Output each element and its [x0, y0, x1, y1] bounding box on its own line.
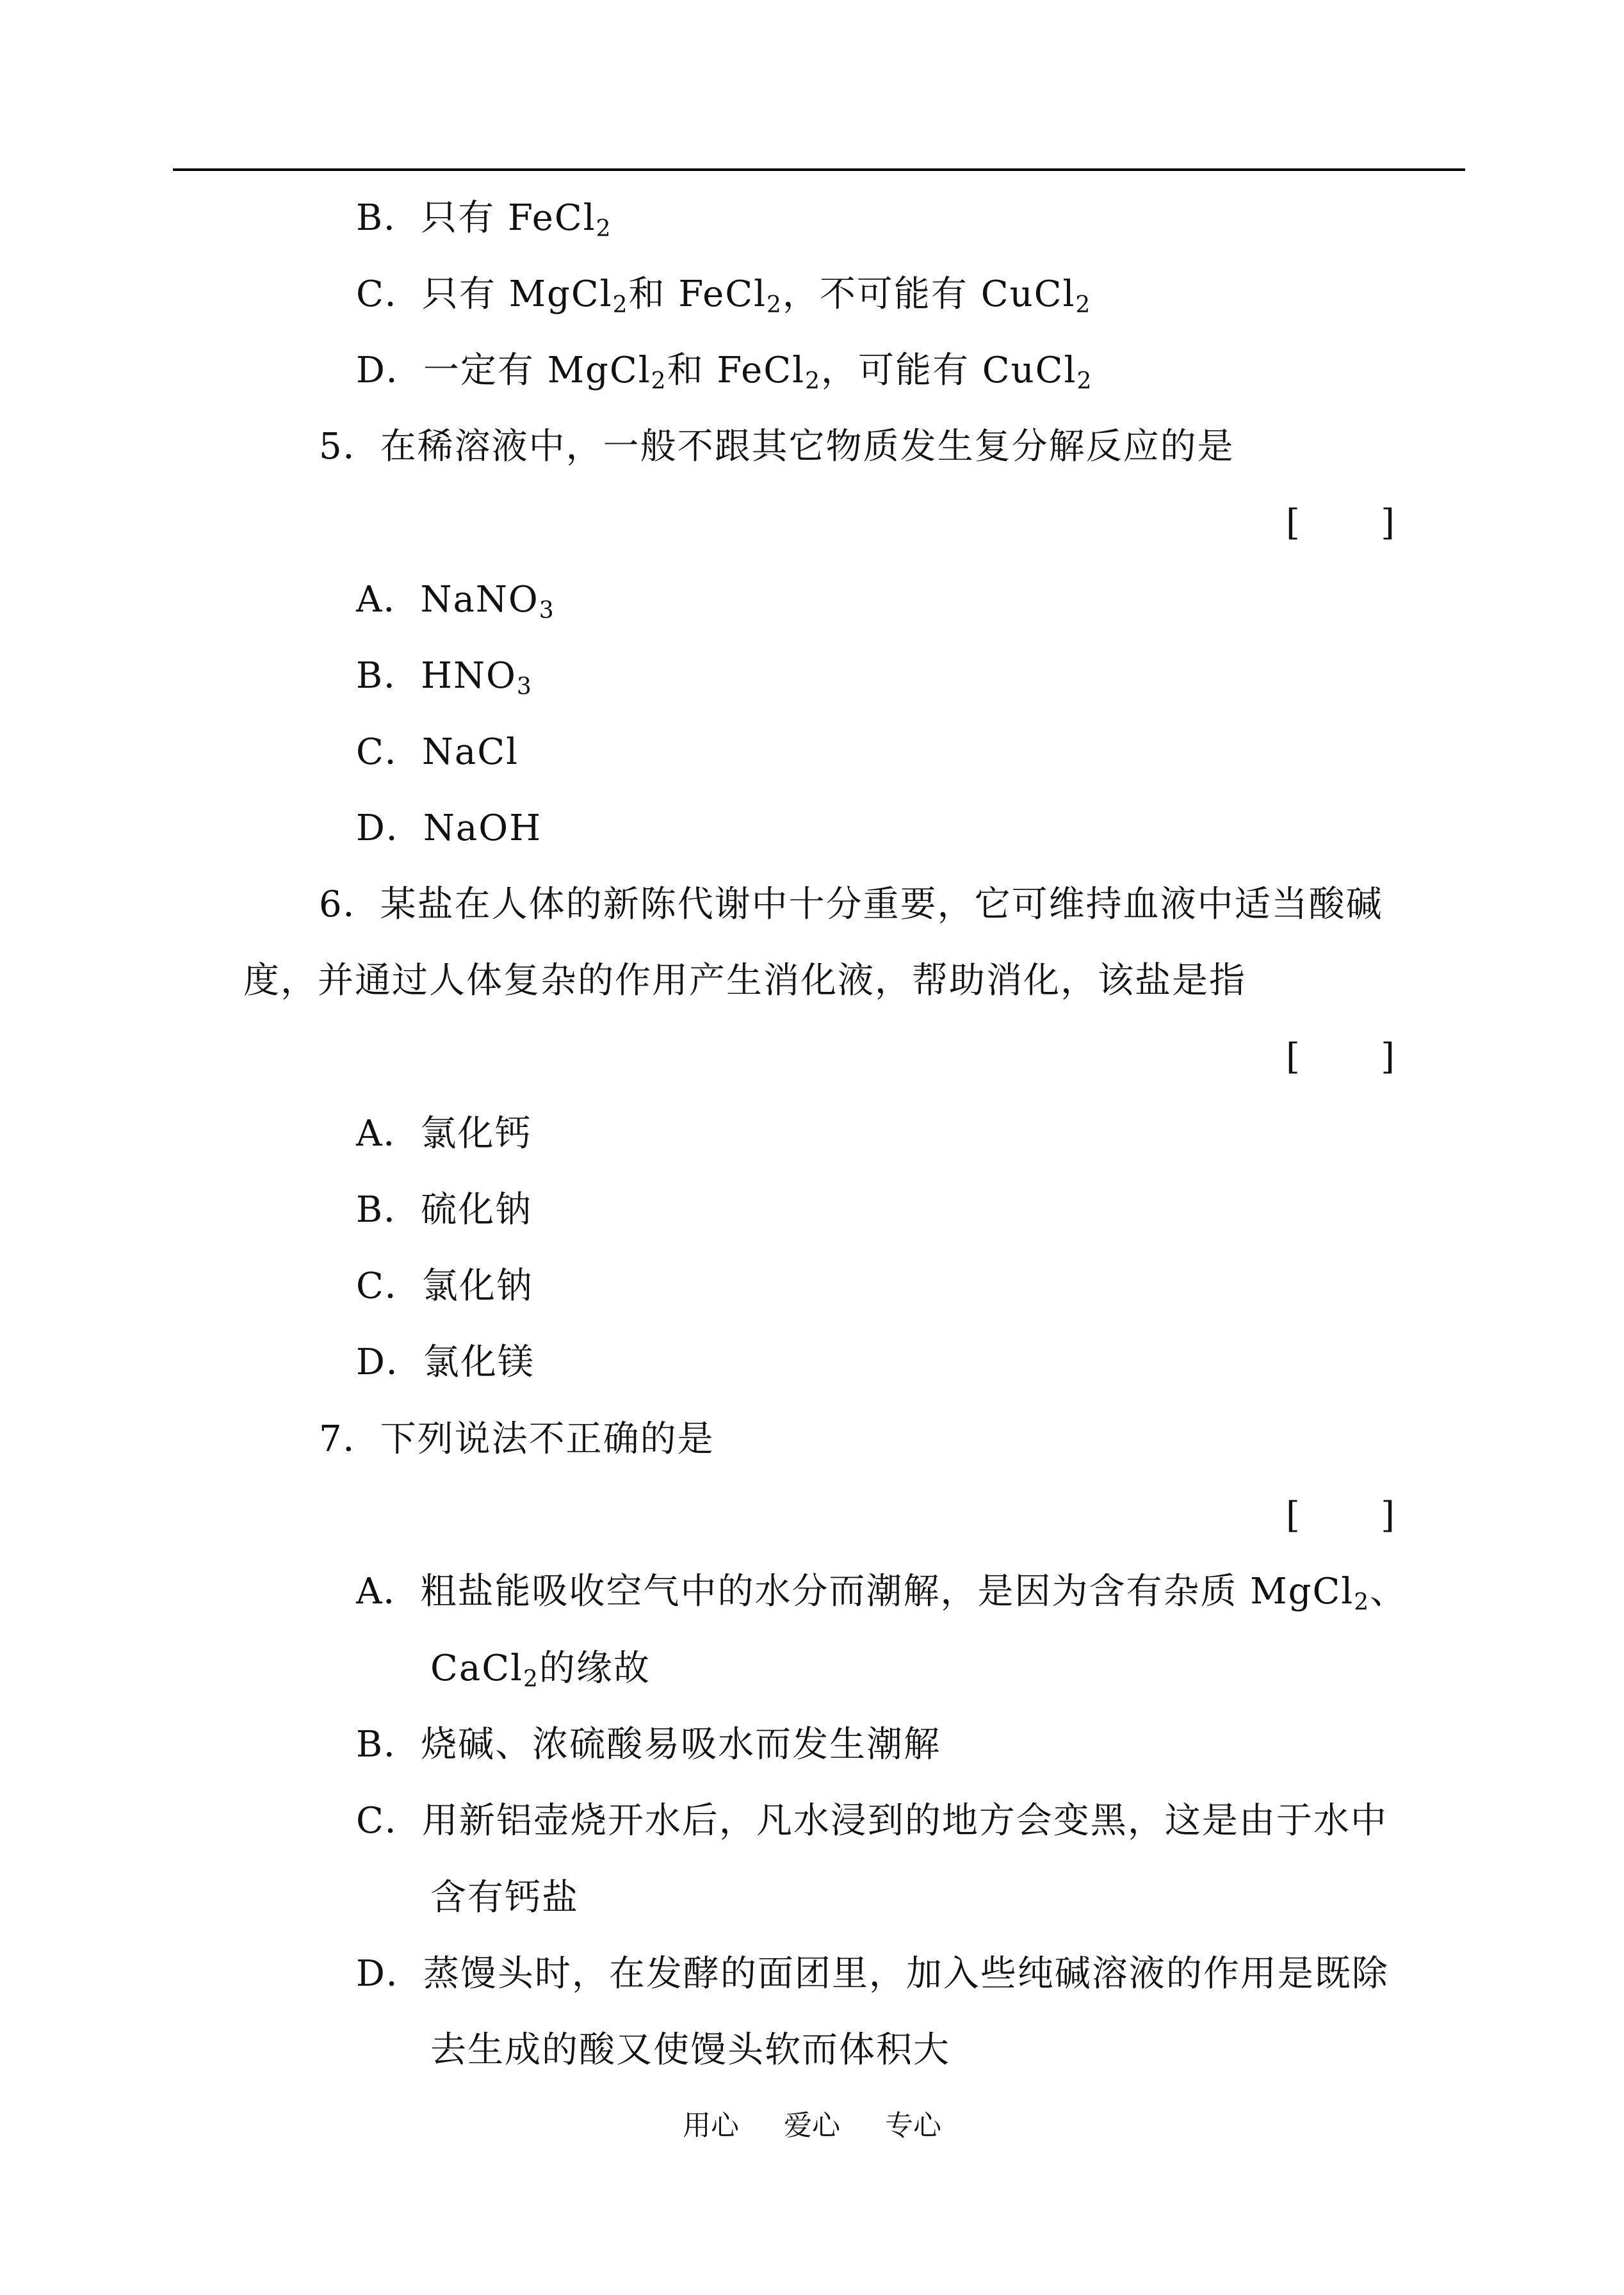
option-label: C． — [356, 273, 422, 315]
page-footer — [0, 2107, 1624, 2145]
option-label: B． — [356, 1724, 421, 1765]
text-run: ，可能有 CuCl — [820, 350, 1077, 391]
q7-option-a-line2 — [430, 1646, 651, 1692]
text-run: 一定有 MgCl — [423, 350, 651, 391]
text-run: 氯化钙 — [420, 1113, 532, 1155]
q5-option-c — [356, 729, 519, 775]
q5-option-b — [356, 653, 533, 699]
q5-answer-bracket — [1286, 500, 1395, 546]
option-label: B． — [356, 655, 421, 697]
option-label: C． — [356, 1265, 422, 1307]
q4-option-d — [356, 348, 1092, 394]
bracket-close: ] — [1381, 502, 1395, 544]
text-run: NaNO — [420, 579, 539, 620]
q7-option-a-line1 — [356, 1569, 1407, 1615]
text-run: HNO — [421, 655, 517, 697]
bracket-close: ] — [1381, 1036, 1395, 1078]
header-rule — [173, 168, 1465, 171]
subscript: 3 — [539, 597, 555, 624]
subscript: 2 — [767, 292, 783, 318]
q6-answer-bracket — [1286, 1034, 1395, 1080]
text-run: 硫化钠 — [421, 1189, 533, 1231]
bracket-close: ] — [1381, 1495, 1395, 1536]
q6-option-b — [356, 1187, 532, 1233]
subscript: 2 — [523, 1666, 539, 1692]
option-label: D． — [356, 1953, 423, 1995]
footer-motto-3: 专心 — [885, 2109, 941, 2142]
option-label: D． — [356, 1342, 423, 1383]
text-run: CaCl — [430, 1648, 523, 1689]
q7-option-c-line1 — [356, 1798, 1388, 1844]
subscript: 2 — [651, 368, 667, 394]
option-label: B． — [356, 1189, 421, 1231]
text-run: 、 — [1370, 1571, 1408, 1612]
option-label: D． — [356, 350, 423, 391]
bracket-open: [ — [1286, 502, 1300, 544]
text-run: 和 FeCl — [667, 350, 806, 391]
option-label: C． — [356, 1800, 422, 1842]
subscript: 2 — [1076, 368, 1093, 394]
q7-stem: 7．下列说法不正确的是 — [319, 1418, 715, 1460]
option-label: D． — [356, 807, 423, 849]
subscript: 3 — [516, 674, 533, 700]
q4-option-b — [356, 195, 612, 241]
option-label: A． — [356, 1571, 421, 1612]
subscript: 2 — [612, 292, 629, 318]
text-run: 粗盐能吸收空气中的水分而潮解，是因为含有杂质 MgCl — [420, 1571, 1354, 1612]
subscript: 2 — [805, 368, 821, 394]
text-run: 去生成的酸又使馒头软而体积大 — [430, 2029, 950, 2071]
subscript: 2 — [1354, 1589, 1370, 1616]
q5-option-a — [356, 577, 555, 623]
text-run: 只有 FeCl — [421, 197, 596, 239]
text-run: 只有 MgCl — [421, 273, 613, 315]
q6-stem-line1: 6．某盐在人体的新陈代谢中十分重要，它可维持血液中适当酸碱 — [319, 884, 1383, 925]
q6-stem-line2: 度，并通过人体复杂的作用产生消化液，帮助消化，该盐是指 — [243, 960, 1246, 1002]
q6-option-d — [356, 1340, 535, 1386]
text-run: 和 FeCl — [628, 273, 767, 315]
text-run: 氯化钠 — [421, 1265, 533, 1307]
q5-option-d — [356, 806, 542, 852]
q7-answer-bracket — [1286, 1493, 1395, 1539]
text-run: 氯化镁 — [423, 1342, 535, 1383]
text-run: ，不可能有 CuCl — [782, 273, 1076, 315]
text-run: 用新铝壶烧开水后，凡水浸到的地方会变黑，这是由于水中 — [421, 1800, 1388, 1842]
bracket-open: [ — [1286, 1036, 1300, 1078]
footer-motto-1: 用心 — [683, 2109, 739, 2142]
text-run: NaCl — [421, 731, 519, 773]
bracket-open: [ — [1286, 1495, 1300, 1536]
text-run: 烧碱、浓硫酸易吸水而发生潮解 — [421, 1724, 941, 1765]
option-label: A． — [356, 579, 421, 620]
option-label: A． — [356, 1113, 421, 1155]
q6-option-a — [356, 1111, 532, 1157]
option-label: C． — [356, 731, 422, 773]
q6-option-c — [356, 1263, 533, 1310]
subscript: 2 — [1075, 292, 1092, 318]
q7-option-d-line1 — [356, 1951, 1389, 1997]
subscript: 2 — [596, 216, 612, 242]
text-run: 蒸馒头时，在发酵的面团里，加入些纯碱溶液的作用是既除 — [423, 1953, 1389, 1995]
q7-option-c-line2 — [430, 1875, 579, 1921]
footer-motto-2: 爱心 — [784, 2109, 840, 2142]
q5-stem: 5．在稀溶液中，一般不跟其它物质发生复分解反应的是 — [319, 426, 1235, 467]
q7-option-b — [356, 1722, 941, 1768]
text-run: 的缘故 — [539, 1648, 651, 1689]
text-run: 含有钙盐 — [430, 1877, 579, 1918]
q4-option-c — [356, 272, 1091, 318]
option-label: B． — [356, 197, 421, 239]
text-run: NaOH — [423, 807, 542, 849]
q7-option-d-line2 — [430, 2027, 950, 2073]
